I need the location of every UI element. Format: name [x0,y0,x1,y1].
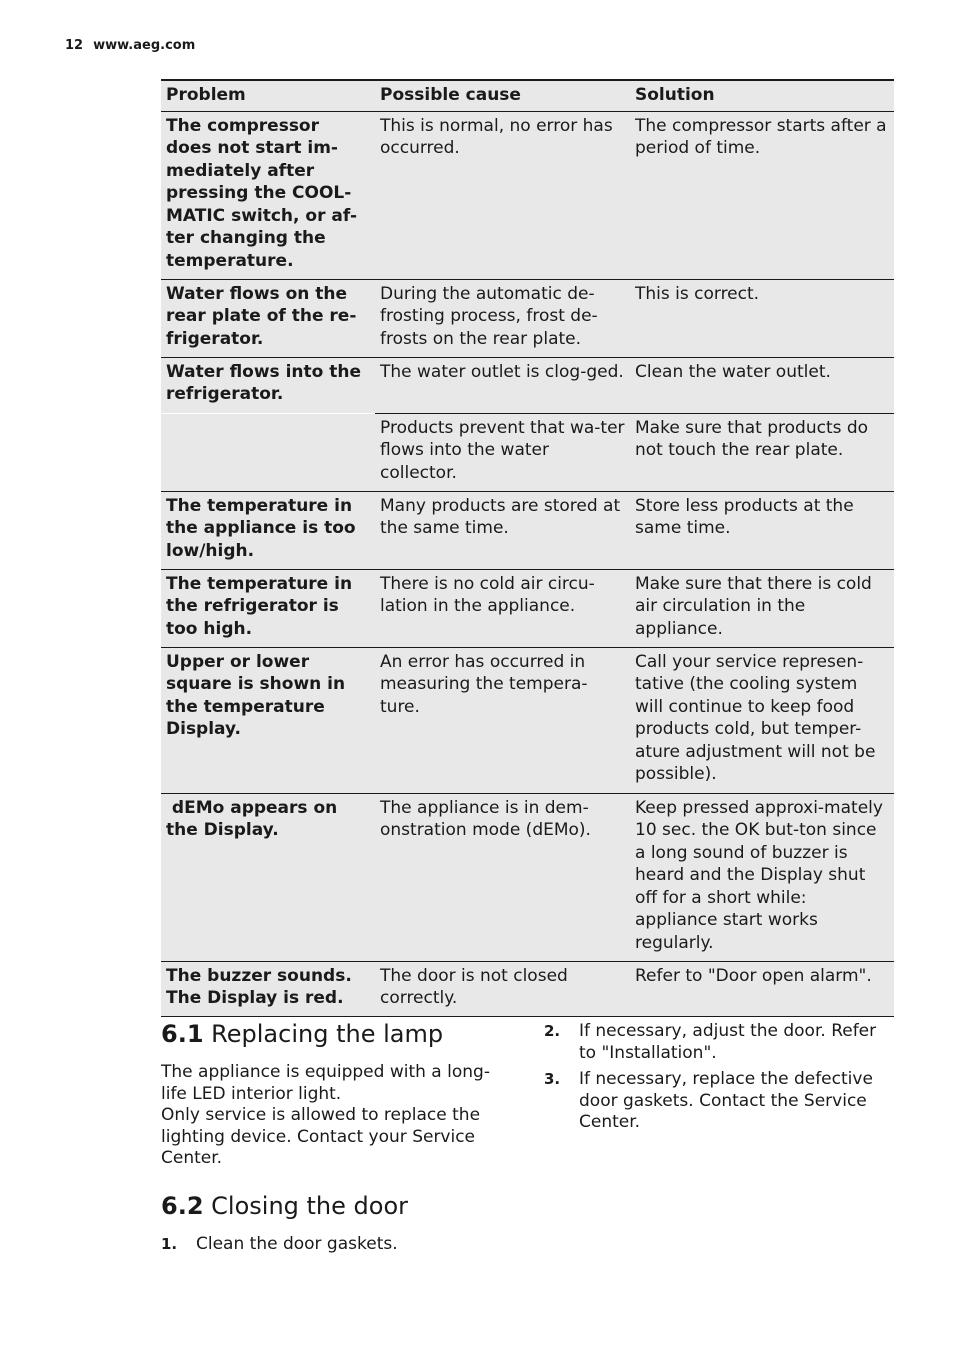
table-row [161,569,894,647]
section-replacing-lamp [161,1019,506,1170]
solution-cell: Keep pressed approxi-mately 10 sec. the OK but-ton since a long sound of buzzer is heard and the Display shut off for a short while: appliance start works regularly. [630,793,894,961]
section-title-text: Replacing the lamp [211,1020,444,1048]
cause-cell: An error has occurred in measuring the tempera-ture. [375,647,630,793]
problem-cell: Water flows on the rear plate of the re-frigerator. [161,279,375,357]
step-number: 1. [161,1235,178,1253]
troubleshooting-table [161,79,894,1017]
list-item [544,1069,884,1135]
table-header-row [161,80,894,111]
solution-cell: Make sure that products do not touch the rear plate. [630,413,894,491]
problem-cell: Water flows into the refrigerator. [161,357,375,413]
problem-cell: The buzzer sounds. The Display is red. [161,961,375,1016]
table-row [161,491,894,569]
section-title-text: Closing the door [211,1192,408,1220]
table-row [161,279,894,357]
section-title [161,1191,506,1221]
page-number: 12 [65,38,84,53]
cause-cell: The water outlet is clog-ged. [375,357,630,413]
problem-cell: The compressor does not start im-mediately after pressing the COOL-MATIC switch, or af-ter changing the temperature. [161,111,375,279]
cause-cell: The door is not closed correctly. [375,961,630,1016]
paragraph: Only service is allowed to replace the lighting device. Contact your Service Center. [161,1105,481,1168]
section-number: 6.2 [161,1192,204,1220]
column-header-cause: Possible cause [375,80,630,111]
table-row [161,413,894,491]
cause-cell: During the automatic de-frosting process, frost de-frosts on the rear plate. [375,279,630,357]
step-text: Clean the door gaskets. [196,1234,398,1254]
table-row [161,111,894,279]
solution-cell: Refer to "Door open alarm". [630,961,894,1016]
cause-cell: Many products are stored at the same time. [375,491,630,569]
paragraph: The appliance is equipped with a long-life LED interior light. [161,1062,490,1104]
problem-cell: The temperature in the refrigerator is too high. [161,569,375,647]
column-header-problem: Problem [161,80,375,111]
page-header [65,38,195,53]
problem-cell: Upper or lower square is shown in the temperature Display. [161,647,375,793]
list-item [544,1021,884,1067]
section-number: 6.1 [161,1020,204,1048]
table-row [161,961,894,1016]
step-text: If necessary, replace the defective door gaskets. Contact the Service Center. [579,1069,873,1132]
table-row [161,357,894,413]
step-number: 3. [544,1070,561,1088]
solution-cell: The compressor starts after a period of time. [630,111,894,279]
section-title [161,1019,506,1049]
website-url: www.aeg.com [93,38,196,53]
step-number: 2. [544,1022,561,1040]
solution-cell: Store less products at the same time. [630,491,894,569]
solution-cell: Clean the water outlet. [630,357,894,413]
column-header-solution: Solution [630,80,894,111]
cause-cell: This is normal, no error has occurred. [375,111,630,279]
cause-cell: Products prevent that wa-ter flows into the water collector. [375,413,630,491]
problem-cell: dEMo appears on the Display. [161,793,375,961]
table-row [161,793,894,961]
solution-cell: Call your service represen-tative (the cooling system will continue to keep food products cold, but temper-ature adjustment will not be possible). [630,647,894,793]
cause-cell: The appliance is in dem-onstration mode (dEMo). [375,793,630,961]
cause-cell: There is no cold air circu-lation in the appliance. [375,569,630,647]
problem-cell: The temperature in the appliance is too low/high. [161,491,375,569]
section-closing-door [161,1191,506,1221]
list-item [161,1234,506,1258]
solution-cell: This is correct. [630,279,894,357]
table-row [161,647,894,793]
solution-cell: Make sure that there is cold air circulation in the appliance. [630,569,894,647]
step-text: If necessary, adjust the door. Refer to "Installation". [579,1021,877,1063]
problem-cell [161,413,375,491]
